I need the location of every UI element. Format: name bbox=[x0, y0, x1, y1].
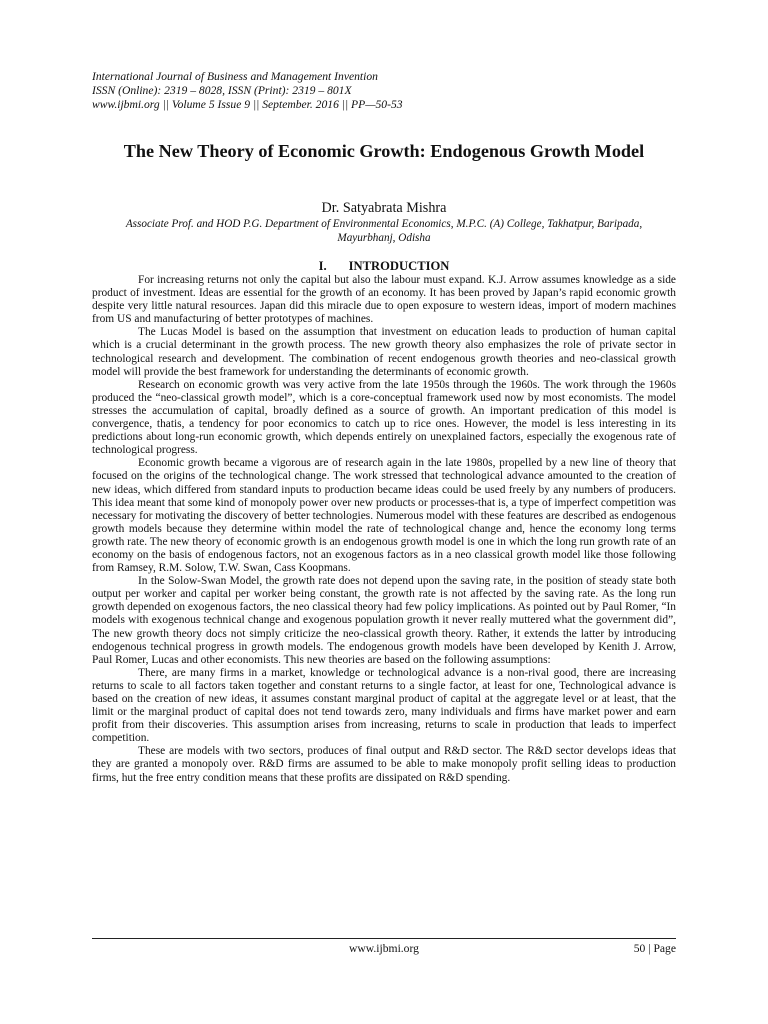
paragraph: In the Solow-Swan Model, the growth rate does not depend upon the saving rate, in the position of steady state both output per worker and capital per worker being constant, the growth rate is not affected by the saving rate. As the long run growth depended on exogenous factors, the neo classical theory had few policy implications. As pointed out by Paul Romer, “In models with exogenous technical change and exogenous population growth it never really muttered what the government did”, The new growth theory docs not simply criticize the neo-classical growth theory. Rather, it extends the latter by introducing endogenous technical progress in growth models. The endogenous growth models have been developed by Kenith J. Arrow, Paul Romer, Lucas and other economists. This new theories are based on the following assumptions: bbox=[92, 575, 676, 666]
author-affiliation: Associate Prof. and HOD P.G. Department of Environmental Economics, M.P.C. (A) College, Takhatpur, Baripada, Mayurbhanj, Odisha bbox=[125, 218, 643, 244]
footer-website-link[interactable]: www.ijbmi.org bbox=[349, 942, 419, 955]
paragraph: There, are many firms in a market, knowledge or technological advance is a non-rival good, there are increasing returns to scale to all factors taken together and constant returns to a single factor, at least for one, Technological advance is based on the creation of new ideas, it assumes constant marginal product of capital at the aggregate level or at least, that the limit or the marginal product of capital does not tend towards zero, many individuals and firms have market power and earn profit from their discoveries. This assumption arises from increasing, returns to scale in production that leads to imperfect competition. bbox=[92, 666, 676, 745]
paragraph: Economic growth became a vigorous are of research again in the late 1980s, propelled by a new line of theory that focused on the origins of the technological change. The work stressed that technological advance amounted to the creation of new ideas, which differed from standard inputs to production became ideas could be used freely by any numbers of producers. This idea meant that some kind of monopoly power over new products or processes-that is, a type of imperfect competition was necessary for motivating the discovery of better technologies. Numerous model with these features are described as endogenous growth models because they determine within model the rate of technological change and, hence the economy long terms growth rate. The new theory of economic growth is an endogenous growth model is one in which the long run growth rate of an economy on the basis of endogenous factors, not an exogenous factors as in a neo classical growth model like those following from Ramsey, R.M. Solow, T.W. Swan, Cass Koopmans. bbox=[92, 457, 676, 575]
paragraph: The Lucas Model is based on the assumption that investment on education leads to production of human capital which is a crucial determinant in the growth process. The new growth theory also emphasizes the role of private sector in technological research and development. The combination of recent endogenous growth theories and neo-classical growth model will provide the best framework for understanding the determinants of economic growth. bbox=[92, 326, 676, 378]
journal-header bbox=[92, 70, 403, 112]
paragraph: Research on economic growth was very active from the late 1950s through the 1960s. The work through the 1960s produced the “neo-classical growth model”, which is a core-conceptual framework used now by most economists. The model stresses the accumulation of capital, broadly defined as a source of growth. An important predication of this model is convergence, thatis, a tendency for poor economics to catch up to rice ones. However, the model is less interesting in its predictions about long-run economic growth, which depends entirely on unexplained factors, especially the exogenous rate of technological progress. bbox=[92, 378, 676, 457]
journal-issn: ISSN (Online): 2319 – 8028, ISSN (Print): 2319 – 801X bbox=[92, 84, 352, 97]
journal-name: International Journal of Business and Management Invention bbox=[92, 70, 378, 83]
author-name: Dr. Satyabrata Mishra bbox=[321, 200, 447, 216]
paragraph: For increasing returns not only the capital but also the labour must expand. K.J. Arrow assumes knowledge as a side product of investment. Ideas are essential for the growth of an economy. It has been proved by Japan’s rapid economic growth despite very little natural resources. Japan did this miracle due to open exposure to western ideas, import of modern machines from US and manufacturing of better prototypes of machines. bbox=[92, 274, 676, 326]
journal-volume: www.ijbmi.org || Volume 5 Issue 9 || September. 2016 || PP—50-53 bbox=[92, 98, 403, 111]
section-title: INTRODUCTION bbox=[348, 259, 450, 273]
footer-page-number: 50 | Page bbox=[633, 942, 676, 955]
section-number: I. bbox=[318, 259, 327, 273]
section-heading bbox=[92, 259, 676, 274]
footer-divider bbox=[92, 938, 676, 939]
paper-title: The New Theory of Economic Growth: Endogenous Growth Model bbox=[123, 141, 645, 161]
paragraph: These are models with two sectors, produces of final output and R&D sector. The R&D sector develops ideas that they are granted a monopoly over. R&D firms are assumed to be able to make monopoly profit selling ideas to production firms, hut the free entry condition means that these profits are dissipated on R&D spending. bbox=[92, 745, 676, 784]
body-text bbox=[92, 274, 676, 785]
